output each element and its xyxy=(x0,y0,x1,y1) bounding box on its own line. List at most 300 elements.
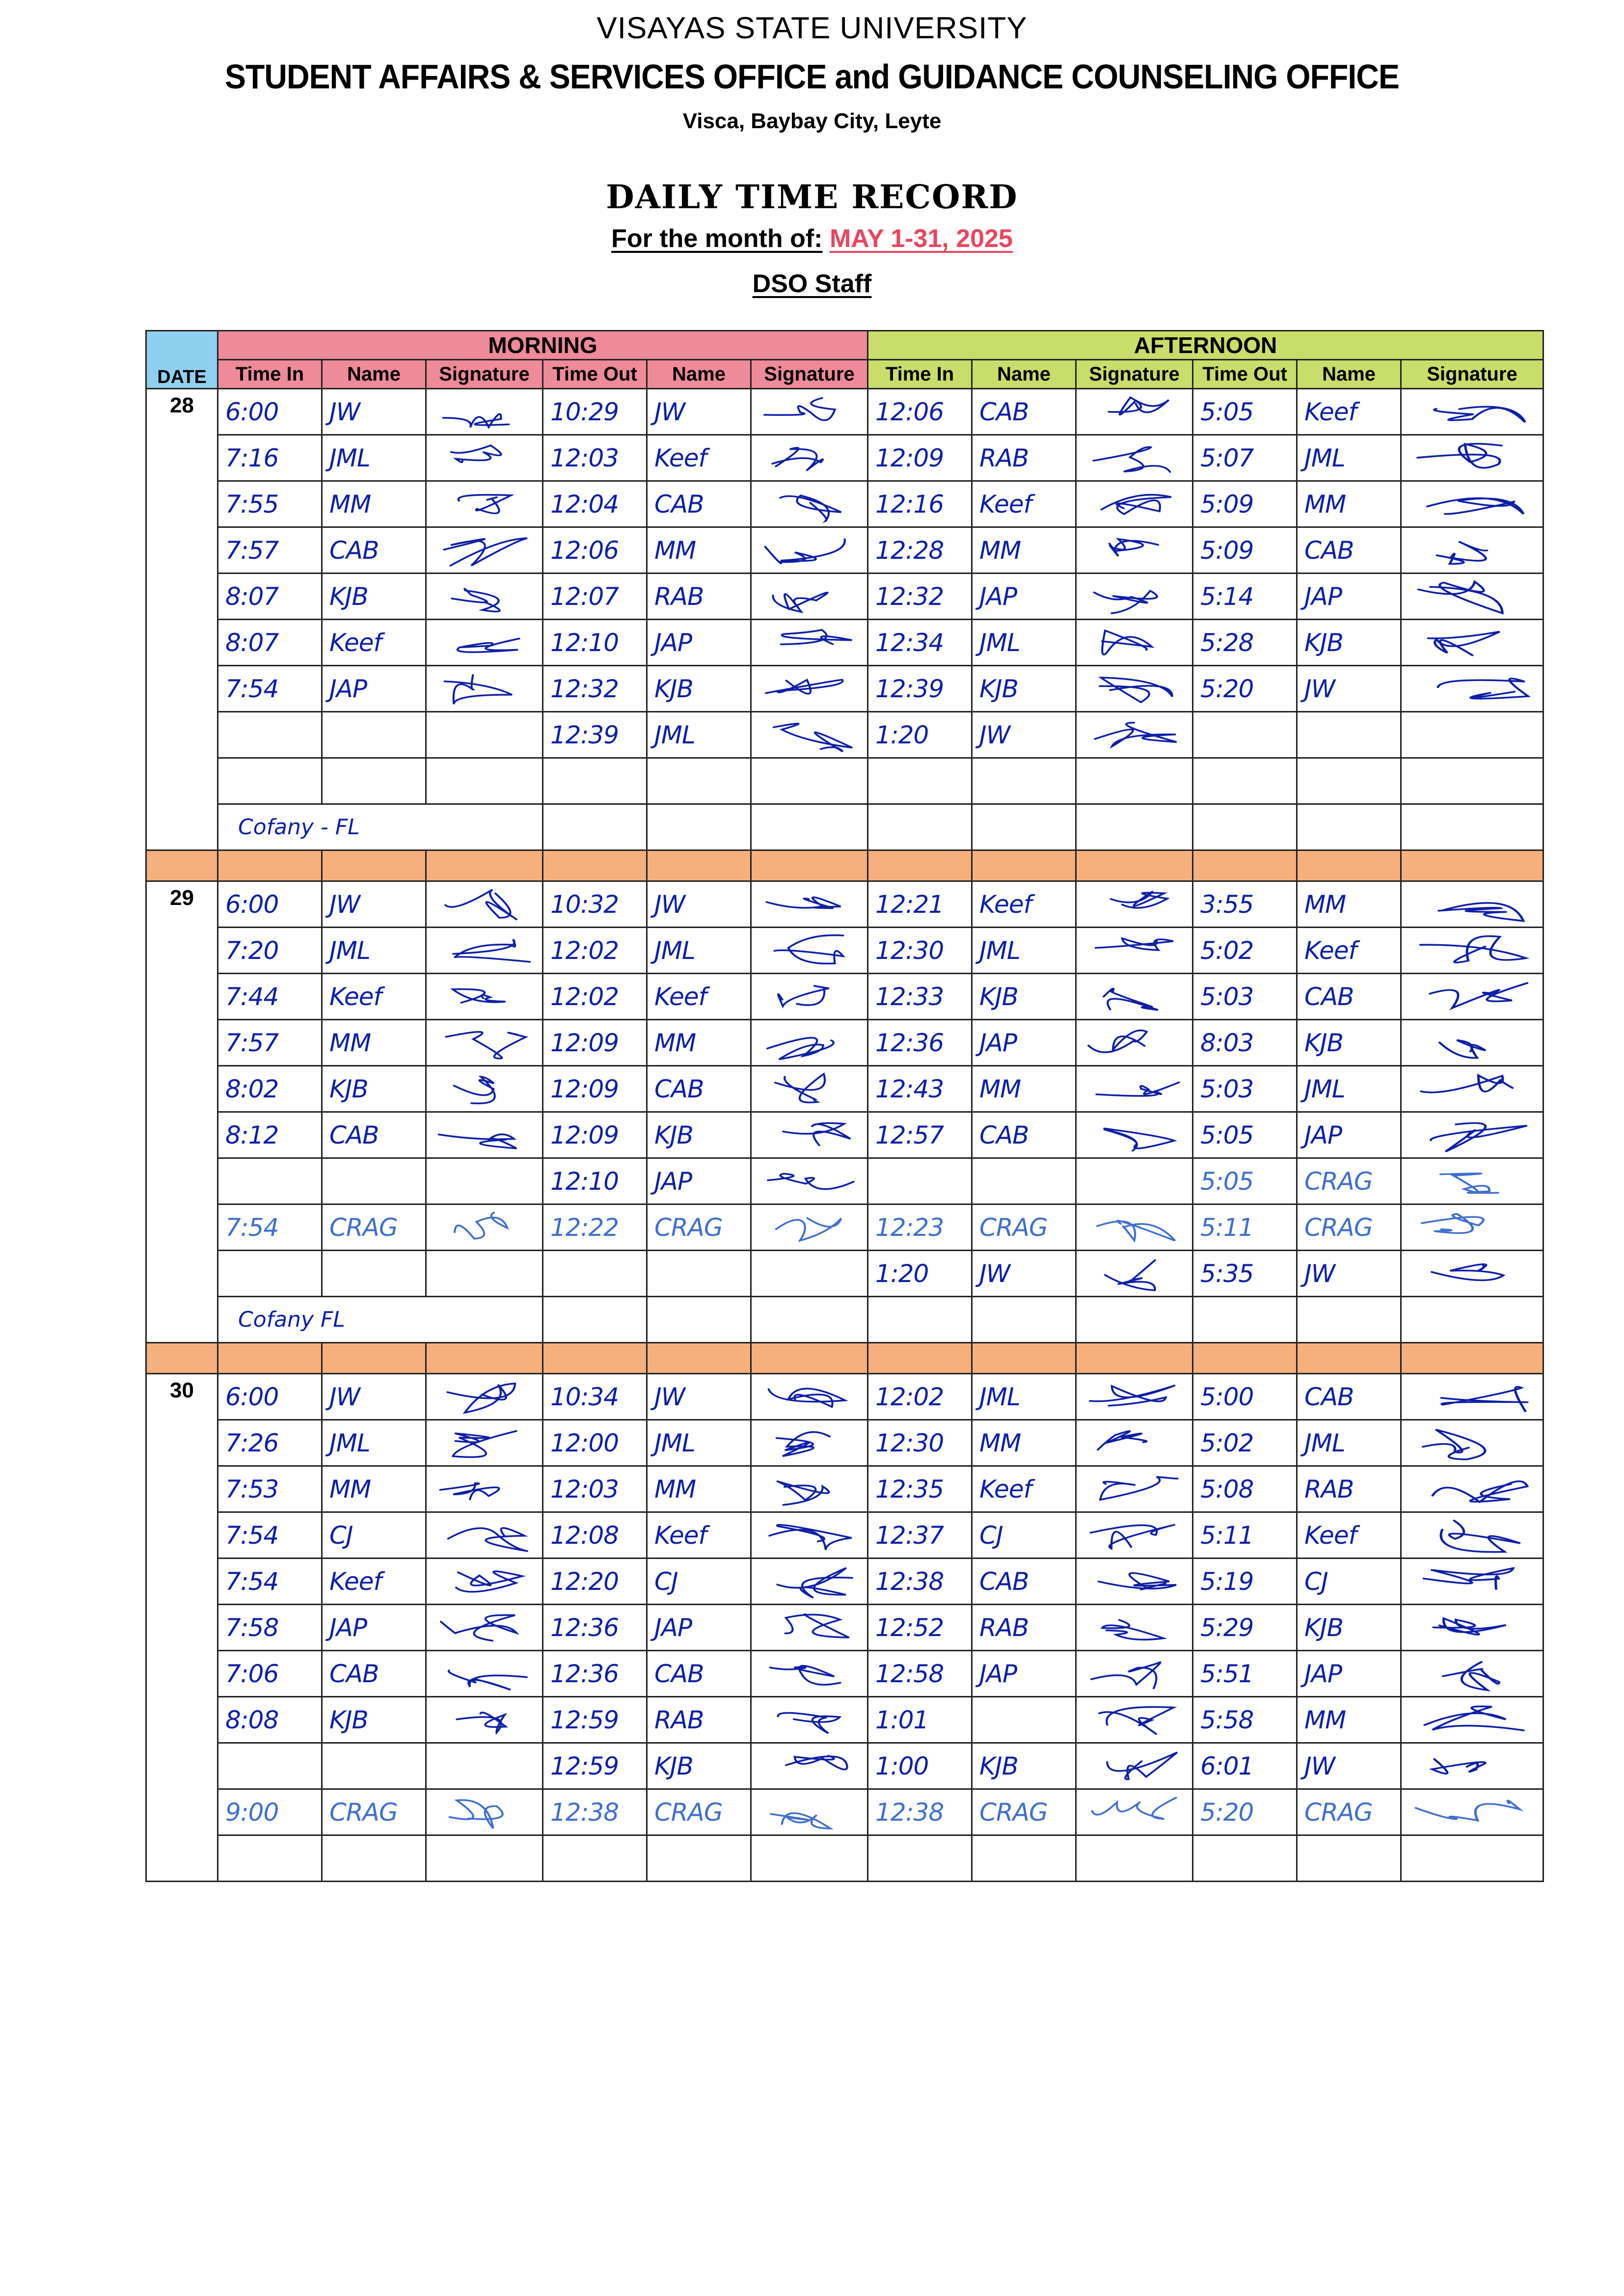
empty-cell xyxy=(1193,804,1297,850)
morning-out-name: JW xyxy=(647,1374,751,1420)
morning-out-name: MM xyxy=(647,1466,751,1512)
separator-cell xyxy=(1401,850,1543,881)
signature-cell xyxy=(426,389,543,435)
afternoon-time-out: 5:03 xyxy=(1193,974,1297,1020)
afternoon-time-in: 12:39 xyxy=(868,666,972,712)
table-row xyxy=(146,1789,1543,1835)
morning-time-out: 12:59 xyxy=(543,1697,647,1743)
morning-time-out: 12:32 xyxy=(543,666,647,712)
separator-cell xyxy=(1297,1343,1401,1374)
handwritten-signature xyxy=(427,1697,542,1742)
afternoon-header: AFTERNOON xyxy=(868,331,1543,360)
morning-time-in: 7:58 xyxy=(218,1605,322,1651)
signature-cell xyxy=(1076,1374,1193,1420)
afternoon-time-out xyxy=(1193,1835,1297,1882)
handwritten-signature xyxy=(427,389,542,434)
signature-cell xyxy=(1076,574,1193,620)
signature-cell xyxy=(1076,712,1193,758)
morning-in-name: CRAG xyxy=(322,1204,426,1251)
signature-cell xyxy=(751,389,868,435)
handwritten-signature xyxy=(1077,1790,1192,1834)
handwritten-signature xyxy=(1077,482,1192,526)
signature-cell xyxy=(1401,758,1543,804)
afternoon-out-name xyxy=(1297,712,1401,758)
table-row xyxy=(146,1204,1543,1251)
separator-cell xyxy=(146,1343,218,1374)
morning-time-in xyxy=(218,758,322,804)
note-row xyxy=(146,804,1543,850)
afternoon-out-name: CRAG xyxy=(1297,1789,1401,1835)
handwritten-signature xyxy=(752,1559,867,1604)
signature-cell xyxy=(426,928,543,974)
signature-cell xyxy=(1401,1251,1543,1297)
signature-cell xyxy=(1401,1420,1543,1466)
col-header: Name xyxy=(972,360,1076,389)
afternoon-time-in xyxy=(868,1835,972,1882)
separator-cell xyxy=(972,1343,1076,1374)
handwritten-signature xyxy=(1402,574,1543,619)
afternoon-time-in xyxy=(868,1158,972,1204)
table-row xyxy=(146,1420,1543,1466)
handwritten-signature xyxy=(1402,1020,1543,1065)
signature-cell xyxy=(1401,389,1543,435)
handwritten-signature xyxy=(1077,1020,1192,1065)
handwritten-signature xyxy=(1077,1374,1192,1419)
handwritten-signature xyxy=(752,974,867,1019)
date-cell: 29 xyxy=(146,881,218,1343)
signature-cell xyxy=(1401,1066,1543,1112)
afternoon-in-name: MM xyxy=(972,527,1076,574)
afternoon-time-out: 3:55 xyxy=(1193,881,1297,928)
handwritten-signature xyxy=(1077,1651,1192,1696)
table-row xyxy=(146,1374,1543,1420)
signature-cell xyxy=(426,1112,543,1158)
empty-cell xyxy=(1297,1297,1401,1343)
handwritten-signature xyxy=(427,574,542,619)
handwritten-signature xyxy=(752,482,867,526)
table-row xyxy=(146,1743,1543,1789)
signature-cell xyxy=(1076,1466,1193,1512)
separator-cell xyxy=(1401,1343,1543,1374)
signature-cell xyxy=(1401,1466,1543,1512)
afternoon-time-in: 12:37 xyxy=(868,1512,972,1558)
afternoon-time-out: 5:11 xyxy=(1193,1512,1297,1558)
afternoon-out-name: JML xyxy=(1297,1066,1401,1112)
signature-cell xyxy=(751,435,868,481)
empty-cell xyxy=(1401,804,1543,850)
signature-cell xyxy=(426,574,543,620)
separator-cell xyxy=(1193,1343,1297,1374)
morning-time-out: 12:02 xyxy=(543,928,647,974)
signature-cell xyxy=(1076,1743,1193,1789)
afternoon-out-name: JML xyxy=(1297,1420,1401,1466)
handwritten-signature xyxy=(1402,1205,1543,1250)
signature-cell xyxy=(426,1420,543,1466)
afternoon-out-name: MM xyxy=(1297,1697,1401,1743)
signature-cell xyxy=(751,1020,868,1066)
signature-cell xyxy=(1401,1374,1543,1420)
morning-time-in: 9:00 xyxy=(218,1789,322,1835)
afternoon-time-in: 12:43 xyxy=(868,1066,972,1112)
col-header: Name xyxy=(1297,360,1401,389)
table-row xyxy=(146,389,1543,435)
empty-cell xyxy=(647,1297,751,1343)
separator-cell xyxy=(146,850,218,881)
table-row xyxy=(146,712,1543,758)
afternoon-time-in: 12:16 xyxy=(868,481,972,527)
handwritten-signature xyxy=(1402,1559,1543,1604)
signature-cell xyxy=(1401,435,1543,481)
signature-cell xyxy=(1401,881,1543,928)
handwritten-signature xyxy=(1077,574,1192,619)
table-row xyxy=(146,1651,1543,1697)
col-header: Time In xyxy=(868,360,972,389)
signature-cell xyxy=(751,1204,868,1251)
signature-cell xyxy=(1401,928,1543,974)
handwritten-signature xyxy=(1077,974,1192,1019)
afternoon-in-name: CAB xyxy=(972,389,1076,435)
signature-cell xyxy=(426,620,543,666)
handwritten-signature xyxy=(752,620,867,665)
afternoon-in-name: JAP xyxy=(972,1020,1076,1066)
handwritten-signature xyxy=(752,1697,867,1742)
signature-cell xyxy=(1076,527,1193,574)
table-row xyxy=(146,481,1543,527)
afternoon-time-in: 12:52 xyxy=(868,1605,972,1651)
morning-in-name xyxy=(322,758,426,804)
empty-cell xyxy=(1297,804,1401,850)
morning-time-out: 12:39 xyxy=(543,712,647,758)
separator-cell xyxy=(218,850,322,881)
afternoon-in-name: JAP xyxy=(972,574,1076,620)
signature-cell xyxy=(426,1466,543,1512)
empty-cell xyxy=(751,1297,868,1343)
afternoon-out-name xyxy=(1297,1835,1401,1882)
table-row xyxy=(146,1251,1543,1297)
afternoon-in-name: JML xyxy=(972,928,1076,974)
signature-cell xyxy=(426,1204,543,1251)
morning-out-name: CJ xyxy=(647,1558,751,1605)
handwritten-signature xyxy=(752,1651,867,1696)
date-cell: 28 xyxy=(146,389,218,850)
handwritten-signature xyxy=(427,1374,542,1419)
separator-cell xyxy=(543,850,647,881)
handwritten-signature xyxy=(427,1066,542,1111)
signature-cell xyxy=(751,1835,868,1882)
signature-cell xyxy=(426,1697,543,1743)
handwritten-signature xyxy=(752,712,867,757)
separator-cell xyxy=(751,850,868,881)
morning-time-out: 12:10 xyxy=(543,620,647,666)
handwritten-signature xyxy=(1402,928,1543,973)
table-row xyxy=(146,1835,1543,1882)
handwritten-signature xyxy=(752,1374,867,1419)
morning-time-in: 8:12 xyxy=(218,1112,322,1158)
signature-cell xyxy=(1076,1420,1193,1466)
signature-cell xyxy=(751,712,868,758)
morning-time-in: 7:54 xyxy=(218,666,322,712)
morning-time-out: 12:09 xyxy=(543,1020,647,1066)
afternoon-in-name: CAB xyxy=(972,1558,1076,1605)
signature-cell xyxy=(1401,1651,1543,1697)
separator-cell xyxy=(868,1343,972,1374)
afternoon-time-in: 1:20 xyxy=(868,712,972,758)
morning-time-out: 12:03 xyxy=(543,1466,647,1512)
morning-time-out: 12:22 xyxy=(543,1204,647,1251)
handwritten-signature xyxy=(1077,1251,1192,1296)
signature-cell xyxy=(751,974,868,1020)
afternoon-in-name xyxy=(972,758,1076,804)
afternoon-time-out: 5:29 xyxy=(1193,1605,1297,1651)
morning-in-name: JAP xyxy=(322,1605,426,1651)
afternoon-time-in: 1:20 xyxy=(868,1251,972,1297)
morning-time-out: 12:09 xyxy=(543,1066,647,1112)
morning-in-name: Keef xyxy=(322,620,426,666)
table-row xyxy=(146,1605,1543,1651)
afternoon-in-name: CRAG xyxy=(972,1789,1076,1835)
afternoon-in-name: Keef xyxy=(972,881,1076,928)
signature-cell xyxy=(426,435,543,481)
separator-cell xyxy=(322,850,426,881)
handwritten-signature xyxy=(1402,974,1543,1019)
morning-in-name: JW xyxy=(322,389,426,435)
afternoon-time-in: 12:32 xyxy=(868,574,972,620)
handwritten-signature xyxy=(1402,1513,1543,1558)
handwritten-signature xyxy=(1077,666,1192,711)
morning-time-in: 7:16 xyxy=(218,435,322,481)
afternoon-out-name: JW xyxy=(1297,1251,1401,1297)
afternoon-out-name: MM xyxy=(1297,481,1401,527)
empty-cell xyxy=(972,1297,1076,1343)
handwritten-signature xyxy=(1077,389,1192,434)
signature-cell xyxy=(1076,1112,1193,1158)
afternoon-time-in: 12:34 xyxy=(868,620,972,666)
signature-cell xyxy=(1401,712,1543,758)
handwritten-signature xyxy=(752,574,867,619)
handwritten-signature xyxy=(427,1513,542,1558)
afternoon-time-out xyxy=(1193,758,1297,804)
handwritten-signature xyxy=(752,1744,867,1788)
afternoon-time-in: 12:35 xyxy=(868,1466,972,1512)
signature-cell xyxy=(751,1605,868,1651)
afternoon-out-name: CAB xyxy=(1297,974,1401,1020)
handwritten-signature xyxy=(427,882,542,927)
signature-cell xyxy=(751,1420,868,1466)
table-row xyxy=(146,758,1543,804)
morning-time-out xyxy=(543,1251,647,1297)
afternoon-out-name: Keef xyxy=(1297,389,1401,435)
separator-cell xyxy=(426,850,543,881)
handwritten-signature xyxy=(427,1205,542,1250)
staff-line xyxy=(0,269,1624,299)
empty-cell xyxy=(868,1297,972,1343)
afternoon-out-name: Keef xyxy=(1297,928,1401,974)
afternoon-out-name: JML xyxy=(1297,435,1401,481)
morning-time-in: 7:54 xyxy=(218,1558,322,1605)
morning-time-in: 7:57 xyxy=(218,527,322,574)
afternoon-in-name: Keef xyxy=(972,1466,1076,1512)
col-header: Signature xyxy=(1401,360,1543,389)
morning-in-name: KJB xyxy=(322,574,426,620)
signature-cell xyxy=(751,527,868,574)
morning-time-in: 7:54 xyxy=(218,1512,322,1558)
signature-cell xyxy=(1076,1697,1193,1743)
afternoon-in-name: RAB xyxy=(972,435,1076,481)
afternoon-time-out: 5:11 xyxy=(1193,1204,1297,1251)
signature-cell xyxy=(751,928,868,974)
signature-cell xyxy=(751,574,868,620)
handwritten-signature xyxy=(1402,1697,1543,1742)
signature-cell xyxy=(426,1512,543,1558)
afternoon-in-name: JAP xyxy=(972,1651,1076,1697)
morning-in-name xyxy=(322,1835,426,1882)
afternoon-out-name: JW xyxy=(1297,666,1401,712)
handwritten-signature xyxy=(752,1421,867,1465)
morning-out-name: Keef xyxy=(647,1512,751,1558)
morning-time-in xyxy=(218,1835,322,1882)
signature-cell xyxy=(1401,1512,1543,1558)
office-address: Visca, Baybay City, Leyte xyxy=(682,109,942,133)
afternoon-time-in: 12:38 xyxy=(868,1558,972,1605)
morning-out-name: CAB xyxy=(647,481,751,527)
afternoon-in-name: CJ xyxy=(972,1512,1076,1558)
signature-cell xyxy=(751,1466,868,1512)
morning-out-name: CRAG xyxy=(647,1204,751,1251)
signature-cell xyxy=(751,1066,868,1112)
table-row xyxy=(146,1466,1543,1512)
afternoon-in-name: MM xyxy=(972,1066,1076,1112)
col-header: Signature xyxy=(751,360,868,389)
handwritten-signature xyxy=(427,1113,542,1157)
table-row xyxy=(146,620,1543,666)
col-header: Time In xyxy=(218,360,322,389)
afternoon-time-in: 12:36 xyxy=(868,1020,972,1066)
month-line xyxy=(0,224,1624,253)
signature-cell xyxy=(751,1251,868,1297)
afternoon-time-in: 12:09 xyxy=(868,435,972,481)
empty-cell xyxy=(1076,804,1193,850)
handwritten-signature xyxy=(1077,1605,1192,1650)
col-header: Time Out xyxy=(543,360,647,389)
handwritten-signature xyxy=(752,1159,867,1203)
afternoon-time-out: 5:05 xyxy=(1193,1112,1297,1158)
afternoon-in-name: RAB xyxy=(972,1605,1076,1651)
handwritten-signature xyxy=(427,666,542,711)
afternoon-in-name xyxy=(972,1835,1076,1882)
signature-cell xyxy=(1076,1158,1193,1204)
time-record-table xyxy=(145,330,1544,1882)
handwritten-signature xyxy=(1402,436,1543,480)
morning-out-name: MM xyxy=(647,1020,751,1066)
separator-cell xyxy=(647,850,751,881)
morning-time-out: 12:03 xyxy=(543,435,647,481)
signature-cell xyxy=(1401,1020,1543,1066)
morning-in-name: MM xyxy=(322,1466,426,1512)
signature-cell xyxy=(1401,1204,1543,1251)
signature-cell xyxy=(426,1374,543,1420)
morning-out-name: JML xyxy=(647,928,751,974)
signature-cell xyxy=(751,1512,868,1558)
separator-cell xyxy=(647,1343,751,1374)
signature-cell xyxy=(1401,1558,1543,1605)
col-header: Name xyxy=(647,360,751,389)
afternoon-time-in: 12:02 xyxy=(868,1374,972,1420)
morning-time-in: 6:00 xyxy=(218,1374,322,1420)
handwritten-signature xyxy=(752,1467,867,1511)
afternoon-time-in: 1:01 xyxy=(868,1697,972,1743)
afternoon-time-out: 5:20 xyxy=(1193,666,1297,712)
afternoon-time-out: 5:05 xyxy=(1193,1158,1297,1204)
handwritten-signature xyxy=(1077,1421,1192,1465)
morning-out-name xyxy=(647,758,751,804)
morning-in-name: JML xyxy=(322,435,426,481)
handwritten-signature xyxy=(1077,1066,1192,1111)
handwritten-signature xyxy=(752,1513,867,1558)
handwritten-signature xyxy=(427,1790,542,1834)
afternoon-time-out: 5:07 xyxy=(1193,435,1297,481)
signature-cell xyxy=(426,1020,543,1066)
morning-time-out: 12:04 xyxy=(543,481,647,527)
signature-cell xyxy=(426,1558,543,1605)
signature-cell xyxy=(1401,1789,1543,1835)
handwritten-signature xyxy=(1077,436,1192,480)
afternoon-time-in xyxy=(868,758,972,804)
date-header: DATE xyxy=(146,331,218,389)
handwritten-signature xyxy=(752,1113,867,1157)
signature-cell xyxy=(1401,666,1543,712)
handwritten-signature xyxy=(752,1066,867,1111)
handwritten-signature xyxy=(1077,1744,1192,1788)
handwritten-signature xyxy=(427,620,542,665)
morning-out-name: RAB xyxy=(647,574,751,620)
morning-time-out: 12:38 xyxy=(543,1789,647,1835)
morning-time-in: 8:02 xyxy=(218,1066,322,1112)
morning-in-name: KJB xyxy=(322,1066,426,1112)
empty-cell xyxy=(1401,1297,1543,1343)
morning-time-in: 7:20 xyxy=(218,928,322,974)
signature-cell xyxy=(1076,389,1193,435)
morning-out-name: Keef xyxy=(647,974,751,1020)
signature-cell xyxy=(751,1158,868,1204)
col-header: Signature xyxy=(426,360,543,389)
handwritten-signature xyxy=(427,928,542,973)
signature-cell xyxy=(426,712,543,758)
handwritten-signature xyxy=(1077,1513,1192,1558)
morning-in-name: JML xyxy=(322,1420,426,1466)
signature-cell xyxy=(1076,974,1193,1020)
signature-cell xyxy=(426,974,543,1020)
signature-cell xyxy=(426,1743,543,1789)
morning-time-in: 7:44 xyxy=(218,974,322,1020)
morning-time-in: 7:06 xyxy=(218,1651,322,1697)
morning-out-name xyxy=(647,1251,751,1297)
morning-in-name: Keef xyxy=(322,1558,426,1605)
morning-time-out: 12:36 xyxy=(543,1651,647,1697)
afternoon-out-name: JW xyxy=(1297,1743,1401,1789)
empty-cell xyxy=(647,804,751,850)
handwritten-signature xyxy=(427,1020,542,1065)
morning-time-out: 10:29 xyxy=(543,389,647,435)
handwritten-signature xyxy=(1077,1113,1192,1157)
table-row xyxy=(146,435,1543,481)
afternoon-in-name: MM xyxy=(972,1420,1076,1466)
afternoon-out-name: JAP xyxy=(1297,574,1401,620)
morning-in-name xyxy=(322,1251,426,1297)
morning-time-in xyxy=(218,1158,322,1204)
morning-time-in xyxy=(218,712,322,758)
signature-cell xyxy=(1401,527,1543,574)
afternoon-out-name: CAB xyxy=(1297,527,1401,574)
